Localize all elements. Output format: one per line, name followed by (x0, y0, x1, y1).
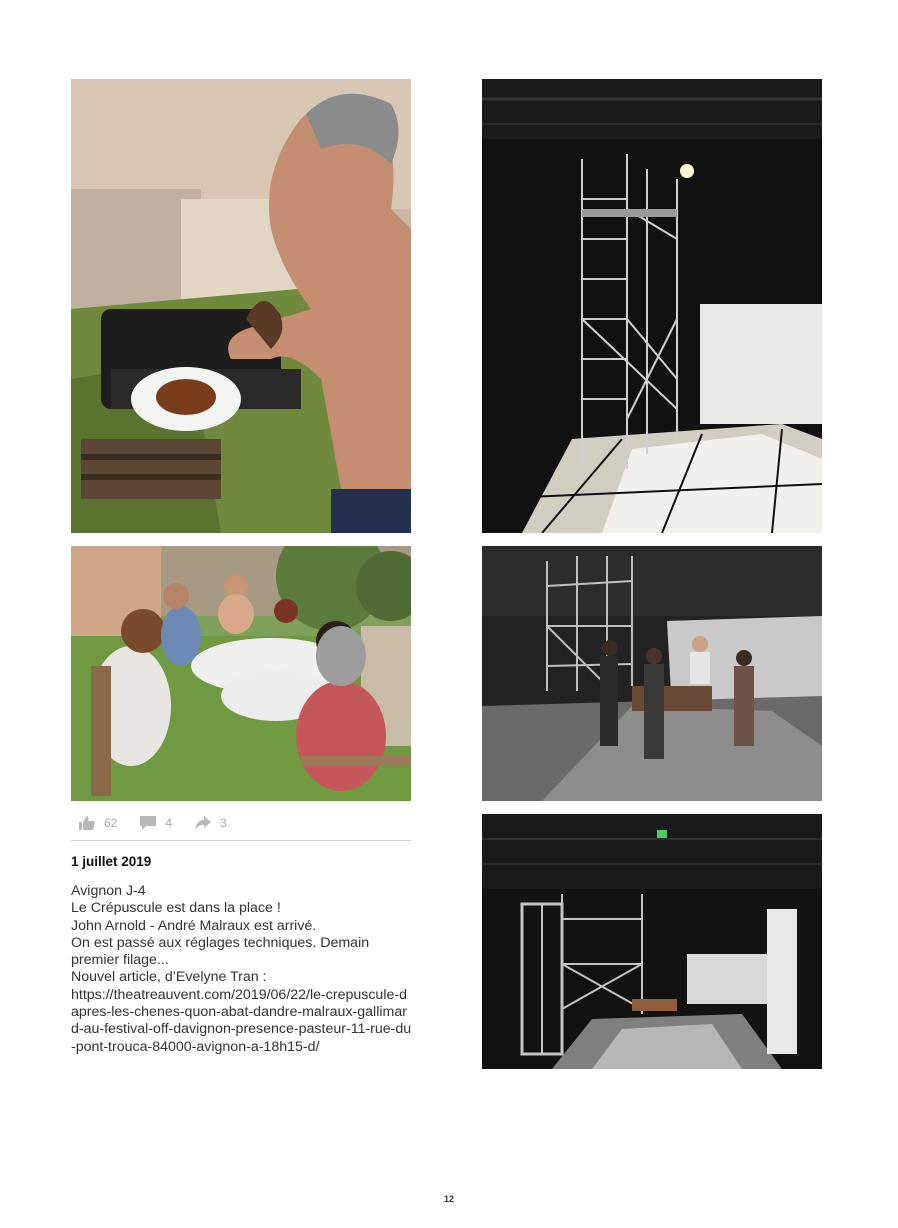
comment-count-label: 4 (165, 816, 173, 830)
post-line: John Arnold - André Malraux est arrivé. (71, 917, 317, 934)
post-line: On est passé aux réglages techniques. Demain premier filage... (71, 934, 370, 969)
article-link[interactable]: https://theatreauvent.com/2019/06/22/le-crepuscule-dapres-les-chenes-quon-abat-dandre-malraux-gallimard-au-festival-off-davignon-presence-pasteur-11-rue-du-pont-trouca-84000-avignon-a-18h15-d/ (71, 986, 412, 1055)
post-line: Avignon J-4 (71, 883, 146, 899)
post-date: 1 juillet 2019 (71, 854, 152, 869)
page-number: 12 (443, 1194, 454, 1204)
like-count-label: 62 (104, 816, 118, 830)
photo-bbq-grill (71, 79, 411, 533)
post-body (71, 883, 413, 1056)
photo-stage-rehearsal (482, 546, 822, 801)
photo-stage-scaffolding (482, 79, 822, 533)
like-count[interactable] (78, 815, 117, 831)
post-line: Le Crépuscule est dans la place ! (71, 900, 281, 917)
post-line: Nouvel article, d’Evelyne Tran : (71, 969, 267, 986)
share-icon (194, 815, 212, 831)
divider (71, 840, 411, 841)
share-count-label: 3 (220, 816, 227, 830)
share-count[interactable] (194, 815, 227, 831)
photo-stage-doors (482, 814, 822, 1069)
thumbs-up-icon (78, 815, 96, 831)
comment-icon (139, 815, 157, 831)
reactions-bar (78, 812, 408, 834)
comment-count[interactable] (139, 815, 172, 831)
photo-garden-dinner (71, 546, 411, 801)
